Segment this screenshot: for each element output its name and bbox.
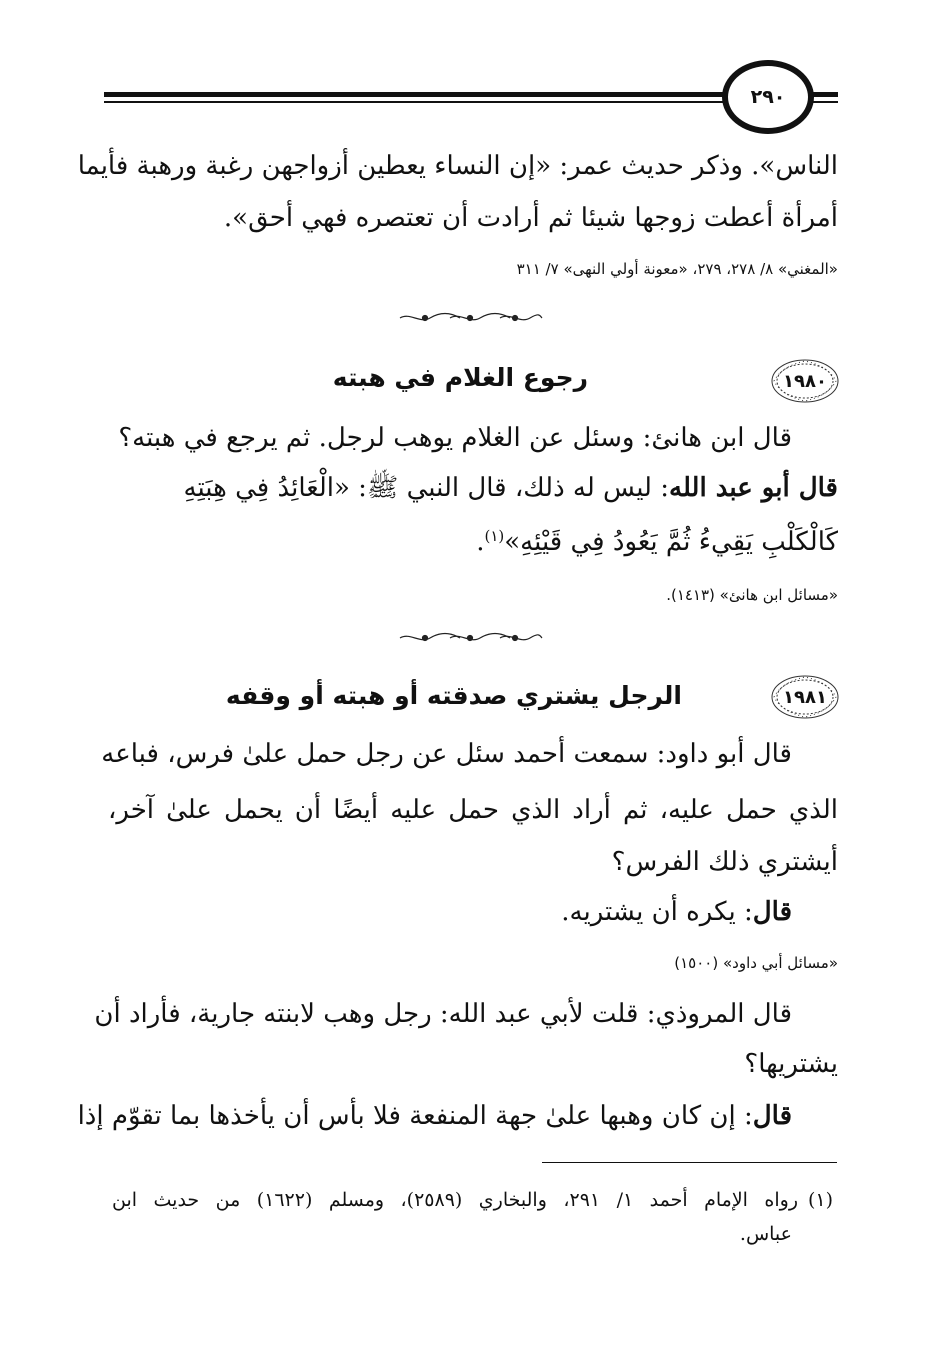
footnote-line-2: عباس. <box>739 1223 792 1245</box>
section-title-1980: رجوع الغلام في هبته <box>332 363 588 392</box>
answer-2-text: : إن كان وهبها علىٰ جهة المنفعة فلا بأس أن يأخذها بما تقوّم إذا <box>77 1101 753 1131</box>
section-title-1981: الرجل يشتري صدقته أو هبته أو وقفه <box>225 681 682 710</box>
line-end-period: . <box>476 527 485 557</box>
section-1980-line-2 <box>184 468 838 508</box>
header-rule-thick <box>104 92 744 97</box>
header-rule-right-thin <box>812 101 838 103</box>
marwazi-line-1: قال المروذي: قلت لأبي عبد الله: رجل وهب لابنته جارية، فأراد أن <box>94 999 792 1029</box>
page-number: ٢٩٠ <box>750 86 786 108</box>
footnote-separator <box>542 1162 837 1163</box>
intro-source: «المغني» ٨/ ٢٧٨، ٢٧٩، «معونة أولي النهى» ٧/ ٣١١ <box>516 260 838 278</box>
section-1980-line-3 <box>476 522 838 562</box>
section-number: ١٩٨١ <box>783 686 827 708</box>
hadith-continuation: كَالْكَلْبِ يَقِيءُ ثُمَّ يَعُودُ فِي قَيْئِهِ» <box>504 527 838 557</box>
intro-line-2: أمرأة أعطت زوجها شيئا ثم أرادت أن تعتصره فهي أحق». <box>223 203 838 233</box>
abu-dawud-line-3: أيشتري ذلك الفرس؟ <box>611 847 838 877</box>
section-number: ١٩٨٠ <box>783 370 827 392</box>
page-number-badge <box>722 60 814 134</box>
intro-line-1: الناس». وذكر حديث عمر: «إن النساء يعطين أزواجهن رغبة ورهبة فأيما <box>77 151 838 181</box>
section-1980-line-1: قال ابن هانئ: وسئل عن الغلام يوهب لرجل. ثم يرجع في هبته؟ <box>118 423 792 453</box>
answer-1 <box>561 892 792 932</box>
footnote-marker: (١) <box>808 1189 834 1211</box>
header-rule-right-thick <box>812 92 838 97</box>
section-1981-source-1: «مسائل أبي داود» (١٥٠٠) <box>674 954 838 972</box>
abu-dawud-line-1: قال أبو داود: سمعت أحمد سئل عن رجل حمل علىٰ فرس، فباعه <box>101 739 792 769</box>
divider-ornament-1 <box>395 310 545 326</box>
marwazi-line-2: يشتريها؟ <box>744 1049 838 1079</box>
abu-dawud-line-2: الذي حمل عليه، ثم أراد الذي حمل عليه أيضًا أن يحمل علىٰ آخر، <box>108 795 838 825</box>
section-number-badge-1980 <box>770 358 840 404</box>
footnote-line-1: رواه الإمام أحمد ١/ ٢٩١، والبخاري (٢٥٨٩)، ومسلم (١٦٢٢) من حديث ابن <box>112 1189 799 1211</box>
footnote-reference: (١) <box>484 527 505 545</box>
divider-ornament-2 <box>395 630 545 646</box>
section-1980-line-2-text: : ليس له ذلك، قال النبي ﷺ: «الْعَائِدُ فِي هِبَتِهِ <box>183 473 669 503</box>
speaker-qala: قال <box>752 1101 792 1131</box>
answer-2 <box>77 1096 792 1136</box>
speaker-abu-abdullah: قال أبو عبد الله <box>669 473 838 503</box>
section-1980-source: «مسائل ابن هانئ» (١٤١٣). <box>666 586 838 604</box>
answer-1-text: : يكره أن يشتريه. <box>561 897 753 927</box>
section-number-badge-1981 <box>770 674 840 720</box>
header-rule-thin <box>104 101 744 103</box>
speaker-qala: قال <box>752 897 792 927</box>
